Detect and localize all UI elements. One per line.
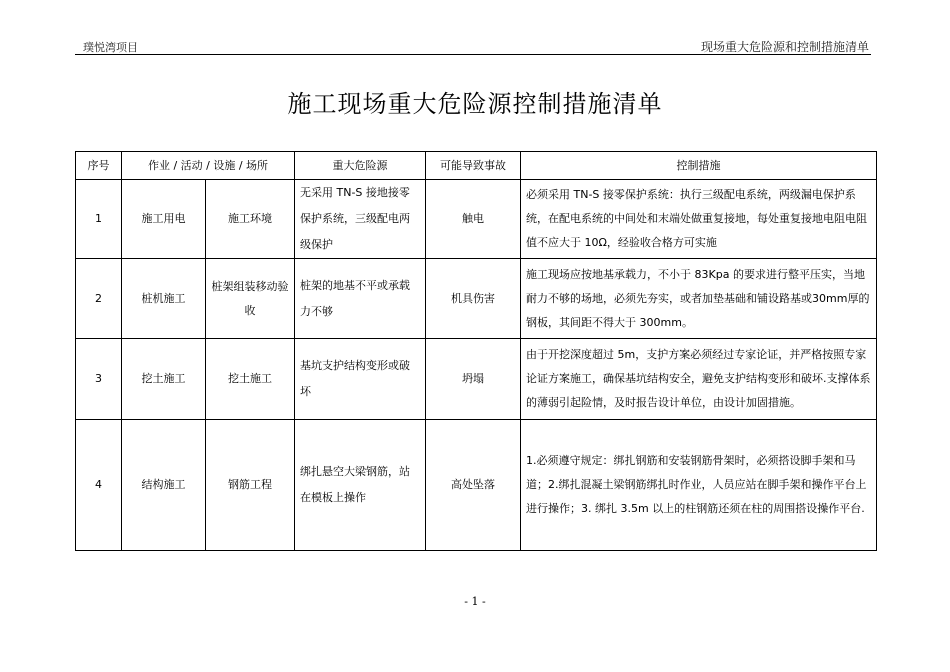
row-hazard: 绑扎悬空大梁钢筋，站在模板上操作 — [295, 420, 426, 551]
row-hazard: 桩架的地基不平或承载力不够 — [295, 259, 426, 339]
row-activity: 挖土施工 — [122, 339, 206, 420]
row-location: 桩架组装移动验收 — [206, 259, 295, 339]
row-location: 挖土施工 — [206, 339, 295, 420]
row-accident: 机具伤害 — [426, 259, 521, 339]
row-number: 2 — [76, 259, 122, 339]
row-activity: 桩机施工 — [122, 259, 206, 339]
row-location: 施工环境 — [206, 180, 295, 259]
column-header-activity: 作业 / 活动 / 设施 / 场所 — [122, 152, 295, 180]
table-row — [76, 339, 877, 420]
row-accident: 高处坠落 — [426, 420, 521, 551]
row-activity: 结构施工 — [122, 420, 206, 551]
row-number: 4 — [76, 420, 122, 551]
row-control-measures: 1.必须遵守规定：绑扎钢筋和安装钢筋骨架时，必须搭设脚手架和马道；2.绑扎混凝土梁钢筋绑扎时作业，人员应站在脚手架和操作平台上进行操作；3. 绑扎 3.5m 以上的柱钢筋还须在柱的周围搭设操作平台. — [521, 420, 877, 551]
table-header-row — [76, 152, 877, 180]
row-location: 钢筋工程 — [206, 420, 295, 551]
document-title: 施工现场重大危险源控制措施清单 — [287, 90, 663, 118]
row-hazard: 无采用 TN-S 接地接零保护系统，三级配电两级保护 — [295, 180, 426, 259]
row-activity: 施工用电 — [122, 180, 206, 259]
column-header-no: 序号 — [76, 152, 122, 180]
table-row — [76, 420, 877, 551]
header-rule — [75, 54, 871, 55]
column-header-accident: 可能导致事故 — [426, 152, 521, 180]
row-control-measures: 必须采用 TN-S 接零保护系统：执行三级配电系统，两级漏电保护系统，在配电系统的中间处和末端处做重复接地，每处重复接地电阻电阻值不应大于 10Ω，经验收合格方可实施 — [521, 180, 877, 259]
table-row — [76, 180, 877, 259]
header-project-name: 璞悦湾项目 — [83, 41, 138, 54]
row-number: 3 — [76, 339, 122, 420]
row-control-measures: 由于开挖深度超过 5m，支护方案必须经过专家论证，并严格按照专家论证方案施工，确保基坑结构安全，避免支护结构变形和破坏.支撑体系的薄弱引起险情，及时报告设计单位，由设计加固措施。 — [521, 339, 877, 420]
hazard-control-table — [75, 151, 877, 551]
row-accident: 触电 — [426, 180, 521, 259]
table-row — [76, 259, 877, 339]
row-number: 1 — [76, 180, 122, 259]
row-hazard: 基坑支护结构变形或破坏 — [295, 339, 426, 420]
column-header-hazard: 重大危险源 — [295, 152, 426, 180]
row-accident: 坍塌 — [426, 339, 521, 420]
column-header-control: 控制措施 — [521, 152, 877, 180]
row-control-measures: 施工现场应按地基承载力，不小于 83Kpa 的要求进行整平压实，当地耐力不够的场地，必须先夯实，或者加垫基础和铺设路基或30mm厚的钢板，其间距不得大于 300mm。 — [521, 259, 877, 339]
page-number: - 1 - — [464, 595, 486, 608]
header-document-name: 现场重大危险源和控制措施清单 — [700, 40, 869, 54]
